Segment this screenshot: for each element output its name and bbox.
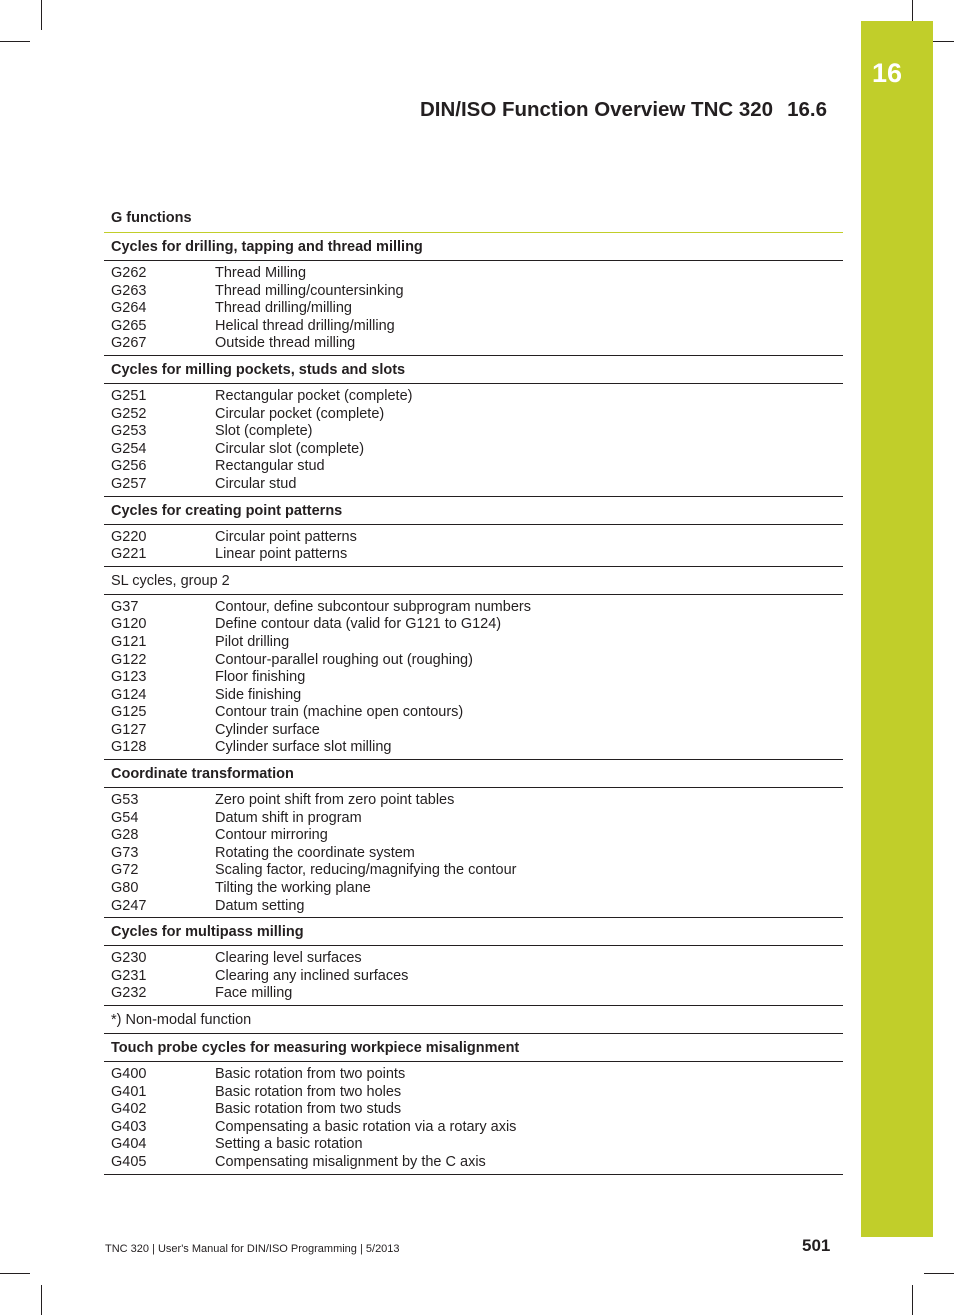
g-code: G267	[111, 335, 147, 352]
function-description: Scaling factor, reducing/magnifying the contour	[215, 862, 517, 879]
chapter-tab	[861, 21, 933, 1237]
g-functions-table	[104, 208, 843, 1175]
table-row	[104, 546, 843, 564]
g-code: G265	[111, 317, 147, 334]
table-row	[104, 1154, 843, 1172]
table-row	[104, 265, 843, 283]
section-heading: Cycles for multipass milling	[104, 918, 843, 946]
chapter-number: 16	[871, 58, 903, 88]
g-code: G128	[111, 739, 147, 756]
function-description: Circular slot (complete)	[215, 440, 365, 457]
header-title: DIN/ISO Function Overview TNC 320	[419, 98, 774, 121]
table-row	[104, 300, 843, 318]
g-code: G247	[111, 897, 147, 914]
function-description: Contour mirroring	[215, 827, 328, 844]
table-row	[104, 862, 843, 880]
g-code: G73	[111, 844, 139, 861]
table-row	[104, 388, 843, 406]
g-code: G121	[111, 633, 147, 650]
function-description: Tilting the working plane	[215, 880, 371, 897]
section-heading: Cycles for creating point patterns	[104, 497, 843, 525]
table-row	[104, 283, 843, 301]
g-code: G72	[111, 862, 139, 879]
table-row	[104, 880, 843, 898]
section-rows	[104, 1062, 843, 1175]
function-description: Contour, define subcontour subprogram numbers	[215, 598, 531, 615]
g-code: G37	[111, 598, 139, 615]
g-code: G262	[111, 265, 147, 281]
function-description: Define contour data (valid for G121 to G124)	[215, 616, 502, 633]
section-rows	[104, 261, 843, 356]
g-code: G401	[111, 1083, 147, 1100]
function-description: Rotating the coordinate system	[215, 844, 415, 861]
function-description: Thread drilling/milling	[215, 300, 352, 317]
g-code: G221	[111, 546, 147, 563]
function-description: Rectangular stud	[215, 458, 325, 475]
g-code: G263	[111, 282, 147, 299]
table-row	[104, 634, 843, 652]
table-row	[104, 687, 843, 705]
g-code: G256	[111, 458, 147, 475]
crop-mark	[0, 41, 30, 42]
g-code: G125	[111, 704, 147, 721]
function-description: Contour-parallel roughing out (roughing)	[215, 651, 473, 668]
function-description: Helical thread drilling/milling	[215, 317, 395, 334]
footer-text: TNC 320 | User's Manual for DIN/ISO Programming | 5/2013	[105, 1243, 400, 1255]
g-code: G28	[111, 827, 139, 844]
function-description: Face milling	[215, 985, 293, 1002]
function-description: Circular stud	[215, 475, 297, 492]
g-code: G220	[111, 528, 147, 545]
g-code: G403	[111, 1118, 147, 1135]
table-row	[104, 318, 843, 336]
table-row	[104, 704, 843, 722]
table-row	[104, 1119, 843, 1137]
table-row	[104, 1136, 843, 1154]
function-description: Basic rotation from two holes	[215, 1083, 402, 1100]
function-description: Circular point patterns	[215, 528, 357, 545]
table-row	[104, 652, 843, 670]
table-row	[104, 898, 843, 916]
g-code: G400	[111, 1066, 147, 1082]
g-code: G254	[111, 440, 147, 457]
function-description: Thread Milling	[215, 265, 307, 281]
table-row	[104, 616, 843, 634]
g-code: G231	[111, 967, 147, 984]
table-body	[104, 233, 843, 1175]
function-description: Slot (complete)	[215, 423, 313, 440]
function-description: Datum setting	[215, 897, 305, 914]
crop-mark	[41, 1285, 42, 1315]
section-rows	[104, 946, 843, 1006]
function-description: Basic rotation from two studs	[215, 1101, 402, 1118]
section-rows	[104, 788, 843, 918]
g-code: G402	[111, 1101, 147, 1118]
table-row	[104, 722, 843, 740]
function-description: Clearing any inclined surfaces	[215, 967, 409, 984]
section-heading: Coordinate transformation	[104, 760, 843, 788]
function-description: Thread milling/countersinking	[215, 282, 404, 299]
function-description: Setting a basic rotation	[215, 1136, 363, 1153]
function-description: Compensating a basic rotation via a rotary axis	[215, 1118, 517, 1135]
g-code: G54	[111, 809, 139, 826]
function-description: Circular pocket (complete)	[215, 405, 385, 422]
g-code: G257	[111, 475, 147, 492]
table-row	[104, 792, 843, 810]
g-code: G53	[111, 792, 139, 809]
function-description: Cylinder surface	[215, 721, 320, 738]
function-description: Linear point patterns	[215, 546, 348, 563]
section-heading: Cycles for drilling, tapping and thread milling	[104, 233, 843, 261]
function-description: Clearing level surfaces	[215, 950, 362, 967]
crop-mark	[41, 0, 42, 30]
crop-mark	[0, 1273, 30, 1274]
g-code: G253	[111, 423, 147, 440]
page-number: 501	[802, 1236, 831, 1255]
function-description: Datum shift in program	[215, 809, 362, 826]
function-description: Basic rotation from two points	[215, 1066, 406, 1082]
function-description: Pilot drilling	[215, 633, 290, 650]
g-code: G404	[111, 1136, 147, 1153]
table-row	[104, 669, 843, 687]
table-row	[104, 950, 843, 968]
table-row	[104, 968, 843, 986]
table-row	[104, 458, 843, 476]
g-code: G124	[111, 686, 147, 703]
table-row	[104, 1084, 843, 1102]
function-description: Floor finishing	[215, 669, 306, 686]
section-heading: *) Non-modal function	[104, 1006, 843, 1034]
g-code: G123	[111, 669, 147, 686]
section-rows	[104, 525, 843, 567]
function-description: Outside thread milling	[215, 335, 356, 352]
table-row	[104, 827, 843, 845]
table-row	[104, 335, 843, 353]
function-description: Compensating misalignment by the C axis	[215, 1153, 486, 1170]
table-row	[104, 476, 843, 494]
function-description: Contour train (machine open contours)	[215, 704, 464, 721]
crop-mark	[924, 1273, 954, 1274]
g-code: G405	[111, 1153, 147, 1170]
page-header	[420, 98, 827, 122]
section-rows	[104, 595, 843, 760]
section-heading: Touch probe cycles for measuring workpiece misalignment	[104, 1034, 843, 1062]
g-code: G120	[111, 616, 147, 633]
function-description: Cylinder surface slot milling	[215, 739, 392, 756]
crop-mark	[912, 1285, 913, 1315]
table-row	[104, 1066, 843, 1084]
function-description: Rectangular pocket (complete)	[215, 387, 413, 404]
g-code: G127	[111, 721, 147, 738]
g-code: G80	[111, 880, 139, 897]
table-row	[104, 406, 843, 424]
header-section: 16.6	[787, 98, 827, 121]
g-code: G232	[111, 985, 147, 1002]
function-description: Zero point shift from zero point tables	[215, 792, 455, 809]
table-row	[104, 985, 843, 1003]
table-row	[104, 423, 843, 441]
table-row	[104, 599, 843, 617]
table-row	[104, 441, 843, 459]
g-code: G251	[111, 387, 147, 404]
section-heading: Cycles for milling pockets, studs and slots	[104, 356, 843, 384]
g-code: G122	[111, 651, 147, 668]
table-row	[104, 739, 843, 757]
section-rows	[104, 384, 843, 497]
table-row	[104, 810, 843, 828]
table-row	[104, 845, 843, 863]
g-code: G252	[111, 405, 147, 422]
table-title: G functions	[104, 208, 843, 233]
table-row	[104, 1101, 843, 1119]
section-heading: SL cycles, group 2	[104, 567, 843, 595]
g-code: G264	[111, 300, 147, 317]
g-code: G230	[111, 950, 147, 967]
function-description: Side finishing	[215, 686, 302, 703]
table-row	[104, 529, 843, 547]
